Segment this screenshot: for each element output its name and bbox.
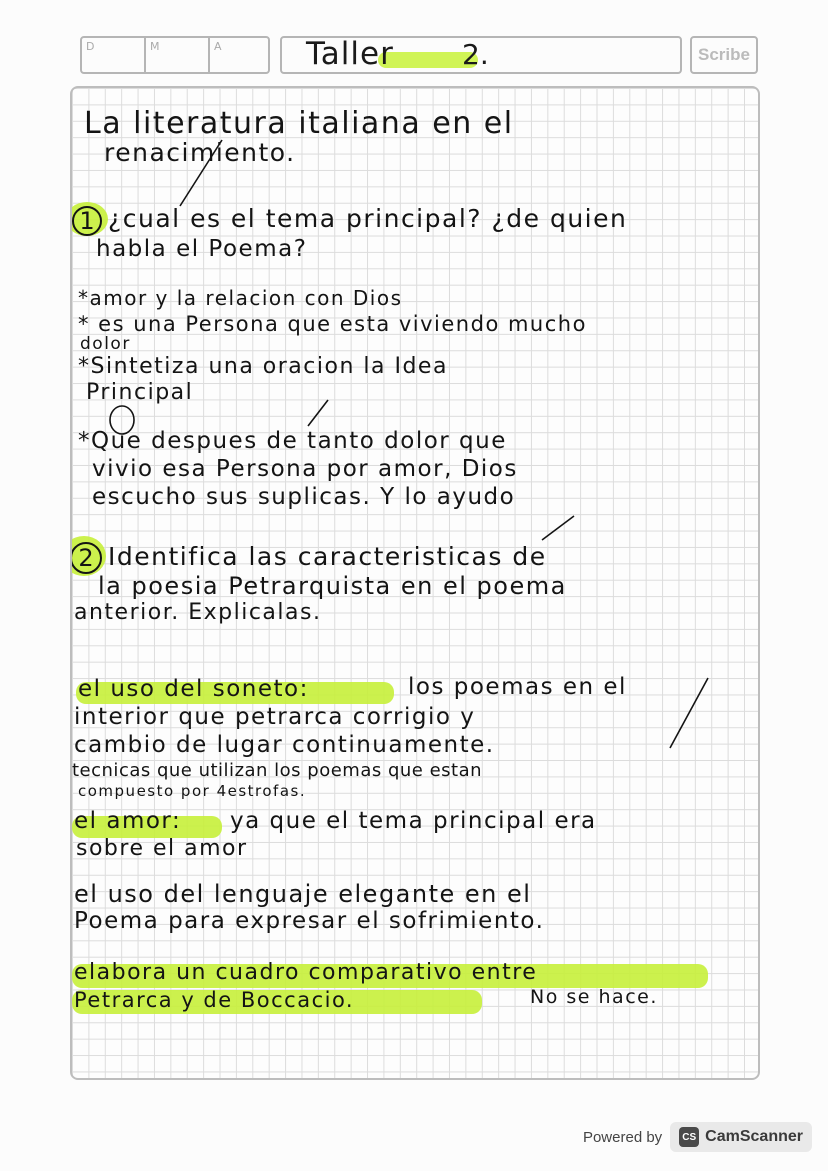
answer-1-line-1: *amor y la relacion con Dios xyxy=(78,286,403,310)
notebook-brand: Scribe xyxy=(690,36,758,74)
answer-1-line-6: *Que despues de tanto dolor que xyxy=(78,428,507,454)
question-1-line-2: habla el Poema? xyxy=(96,236,308,262)
question-2-line-1: Identifica las caracteristicas de xyxy=(108,542,547,571)
camscanner-badge xyxy=(670,1122,812,1152)
date-cell-year: A xyxy=(214,40,222,53)
answer-2-line-8: el uso del lenguaje elegante en el xyxy=(74,880,532,908)
answer-3-line-2: Petrarca y de Boccacio. xyxy=(74,988,355,1012)
answer-2-line-7: sobre el amor xyxy=(76,836,248,861)
answer-2-line-5: compuesto por 4estrofas. xyxy=(78,782,307,800)
date-box xyxy=(80,36,270,74)
answer-2-line-9: Poema para expresar el sofrimiento. xyxy=(74,908,545,934)
answer-2-line-4: tecnicas que utilizan los poemas que estan xyxy=(72,760,483,781)
date-cell-day: D xyxy=(82,38,146,72)
question-2-line-3: anterior. Explicalas. xyxy=(74,600,322,625)
answer-1-line-5: Principal xyxy=(86,380,194,405)
powered-by-label: Powered by xyxy=(582,1128,663,1146)
camscanner-name: CamScanner xyxy=(705,1128,803,1145)
q1-number-circle: 1 xyxy=(72,206,102,236)
answer-3-line-1: elabora un cuadro comparativo entre xyxy=(74,960,538,985)
answer-2-line-3: cambio de lugar continuamente. xyxy=(74,732,495,758)
page-title-number: 2. xyxy=(462,38,489,71)
answer-2-label-2: el amor: xyxy=(74,808,182,834)
camscanner-logo-icon: CS xyxy=(679,1127,699,1147)
answer-1-line-3: dolor xyxy=(80,334,131,354)
date-cell-month: M xyxy=(146,38,210,72)
page-title: Taller xyxy=(306,36,394,72)
answer-2-label-1: el uso del soneto: xyxy=(78,676,309,702)
answer-1-line-7: vivio esa Persona por amor, Dios xyxy=(92,456,518,482)
question-1-line-1: ¿cual es el tema principal? ¿de quien xyxy=(108,204,628,233)
notebook-header xyxy=(80,36,760,76)
heading-line-1: La literatura italiana en el xyxy=(84,106,514,141)
title-box xyxy=(280,36,682,74)
question-2-line-2: la poesia Petrarquista en el poema xyxy=(98,572,567,600)
grid-sheet xyxy=(70,86,760,1080)
answer-1-line-4: *Sintetiza una oracion la Idea xyxy=(78,354,448,379)
answer-2-line-6: ya que el tema principal era xyxy=(230,808,597,834)
heading-line-2: renacimiento. xyxy=(104,138,296,167)
camscanner-footer xyxy=(583,1122,812,1152)
answer-1-line-2: * es una Persona que esta viviendo mucho xyxy=(78,312,587,336)
answer-3-note: No se hace. xyxy=(530,986,658,1008)
answer-2-line-2: interior que petrarca corrigio y xyxy=(74,704,476,730)
answer-1-line-8: escucho sus suplicas. Y lo ayudo xyxy=(92,484,516,510)
q2-number-circle: 2 xyxy=(70,542,102,574)
answer-2-line-1: los poemas en el xyxy=(408,674,627,700)
